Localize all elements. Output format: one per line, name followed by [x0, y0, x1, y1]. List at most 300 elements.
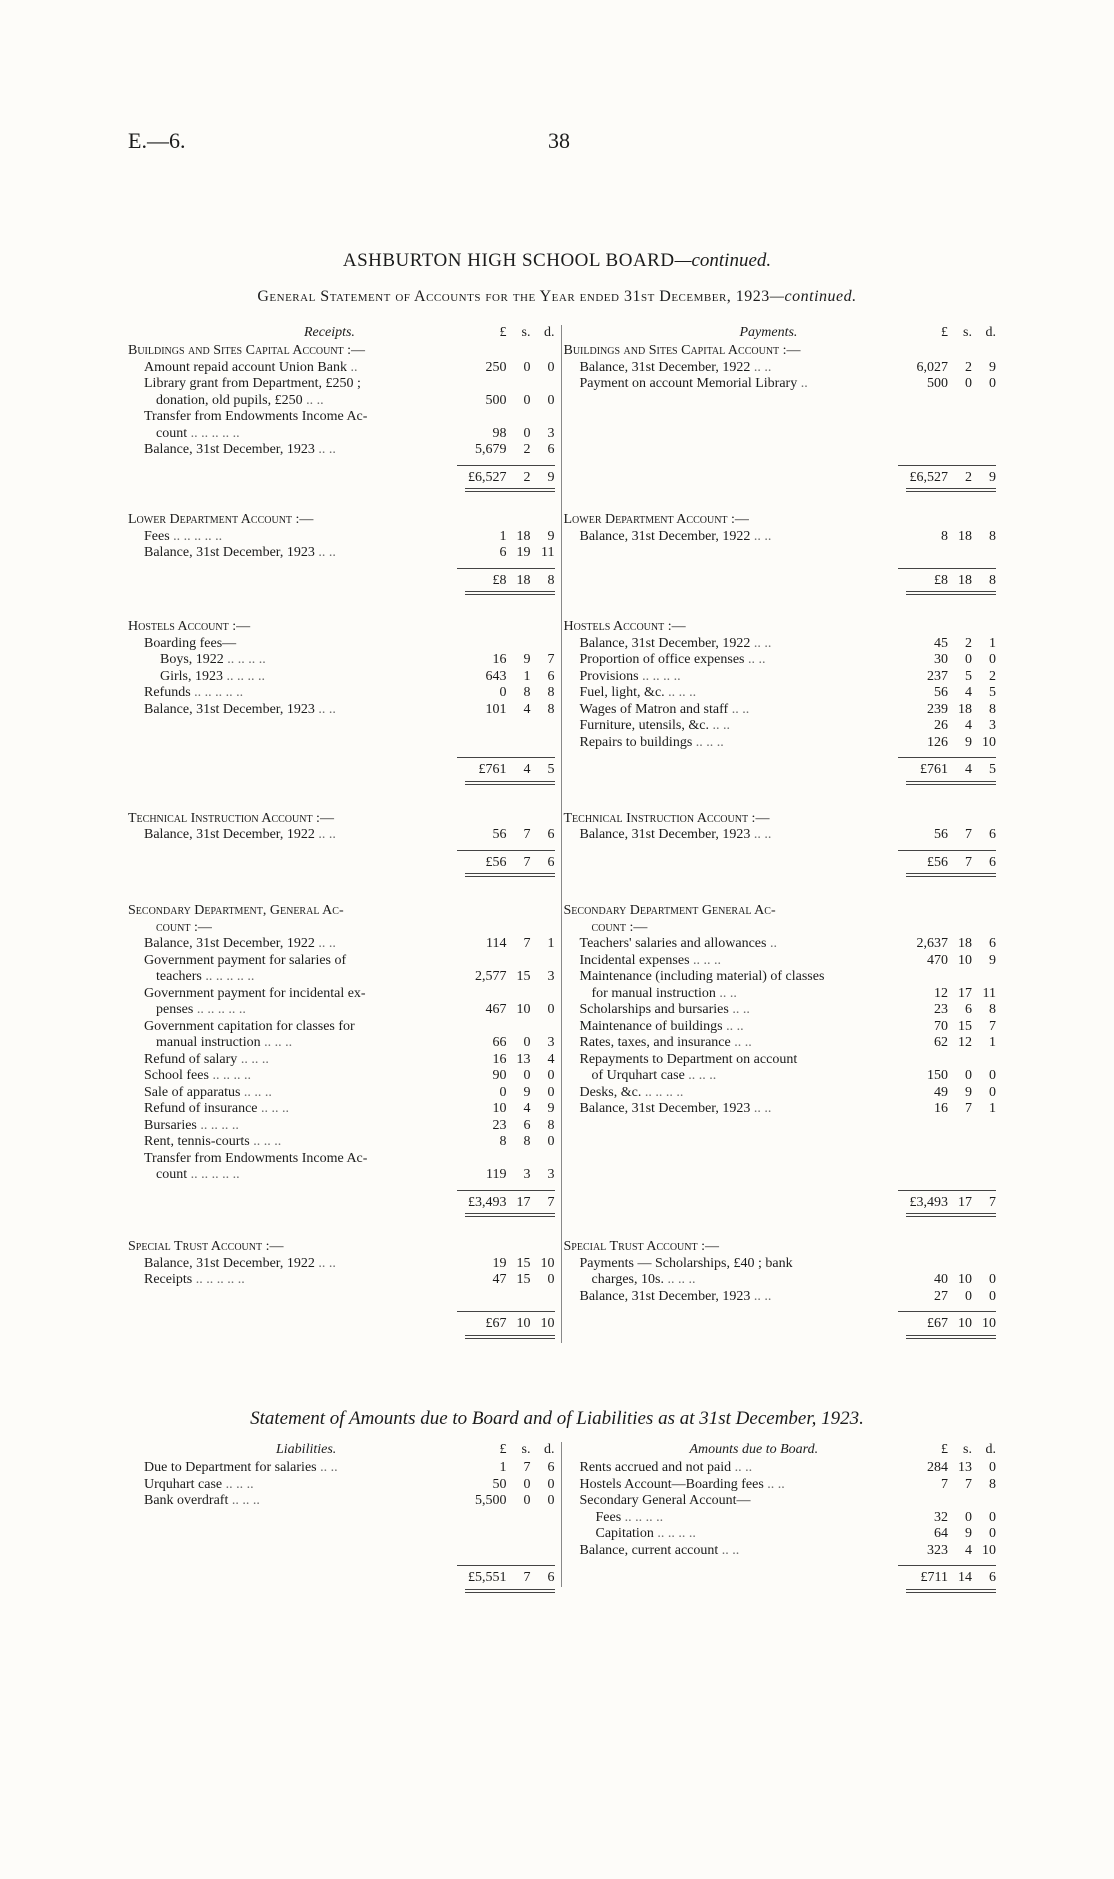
pounds: £761: [920, 762, 948, 777]
section-title: Technical Instruction Account :—: [563, 810, 770, 826]
receipts-column: [126, 1233, 562, 1343]
row-text: count: [156, 1167, 188, 1182]
pounds: 6,027: [916, 359, 948, 375]
row-text: manual instruction: [156, 1035, 261, 1050]
leader-dots: .. ..: [314, 936, 336, 951]
amount: [898, 1543, 996, 1560]
leader-dots: .. ..: [715, 985, 737, 1001]
row-description: [562, 1085, 899, 1102]
section-title: Lower Department Account :—: [563, 512, 749, 527]
shillings: 7: [965, 854, 972, 870]
leader-dots: .. ..: [730, 1035, 752, 1050]
row-text: Proportion of office expenses: [579, 652, 745, 667]
ledger-row: [126, 1002, 561, 1019]
row-text: Bank overdraft: [144, 1493, 229, 1508]
shillings: 17: [516, 1194, 531, 1210]
amount: [457, 1272, 555, 1289]
leader-dots: ..: [797, 376, 808, 391]
shillings: 7: [523, 854, 531, 870]
amount: [898, 1272, 996, 1289]
row-description: [562, 1460, 899, 1477]
pounds: 500: [927, 376, 948, 391]
ledger-row: [562, 702, 997, 719]
shillings: 2: [523, 442, 531, 457]
row-text: of Urquhart case: [591, 1068, 685, 1083]
total-row: [562, 1190, 997, 1212]
total-amount: [898, 465, 996, 487]
pence: 0: [547, 359, 555, 375]
pence: 10: [982, 1316, 996, 1331]
amount: [898, 936, 996, 953]
ledger-row: [126, 1256, 561, 1273]
pounds: 250: [485, 359, 507, 375]
row-description: [562, 1543, 899, 1560]
row-description: [562, 718, 899, 735]
row-description: [562, 936, 899, 953]
pound-head: £: [941, 1442, 948, 1457]
amount: [898, 1460, 996, 1477]
total-amount: [457, 757, 555, 779]
leader-dots: .. .. .. .. ..: [190, 685, 244, 700]
blank-row: [126, 1510, 561, 1527]
row-text: Balance, 31st December, 1923: [144, 701, 315, 717]
amount: [457, 936, 555, 953]
pence: 6: [989, 1570, 996, 1585]
row-text: Urquhart case: [144, 1476, 223, 1492]
pounds: 1: [499, 1460, 507, 1475]
row-description: [126, 669, 457, 686]
row-description: [126, 685, 457, 702]
shilling-head: s.: [963, 325, 972, 340]
row-description: [562, 529, 899, 546]
account-section: [126, 343, 996, 506]
page-number: 38: [548, 128, 570, 153]
blank-row: [126, 735, 561, 752]
receipts-column: [126, 506, 562, 613]
row-text: Fuel, light, &c.: [579, 685, 665, 700]
total-amount: [898, 850, 996, 872]
leader-dots: ..: [766, 936, 777, 951]
pence: 0: [989, 376, 996, 391]
shillings: 15: [958, 1018, 972, 1034]
pence-head: d.: [544, 325, 555, 340]
section-title: Secondary Department, General Ac-: [128, 903, 344, 918]
row-description: [562, 953, 899, 970]
pence: 1: [989, 1035, 996, 1050]
amount-total: [898, 855, 996, 872]
pence: 3: [989, 718, 996, 733]
payments-column: [562, 1233, 997, 1343]
ledger-row: [126, 376, 561, 393]
pounds: 239: [927, 701, 948, 717]
liabilities-heading: Liabilities.: [276, 1442, 337, 1457]
amount: [898, 685, 996, 702]
leader-dots: .. ..: [744, 652, 766, 667]
pounds: 16: [492, 1051, 507, 1067]
row-description: [562, 1477, 899, 1494]
row-description: [562, 652, 899, 669]
pound-head: £: [499, 1442, 507, 1457]
amount: [457, 1035, 555, 1052]
blank-row: [126, 1289, 561, 1306]
row-description: [126, 986, 457, 1003]
row-text: penses: [156, 1002, 194, 1017]
amount-total: [457, 1316, 555, 1333]
row-description: [126, 969, 457, 986]
pounds: 30: [934, 652, 948, 667]
total-amount: [898, 1311, 996, 1333]
ledger-row: [562, 953, 997, 970]
leader-dots: .. ..: [728, 701, 750, 717]
blank-row: [562, 1167, 997, 1184]
ledger-row: [562, 986, 997, 1003]
blank-row: [562, 442, 997, 459]
receipts-heading: Receipts.: [304, 325, 355, 340]
ledger-row: [562, 1019, 997, 1036]
row-text: Government payment for salaries of: [144, 952, 347, 968]
shillings: 10: [958, 952, 972, 968]
pounds: 5,500: [475, 1493, 507, 1508]
amount: [898, 1101, 996, 1118]
ledger-row: [562, 718, 997, 735]
pence: 10: [982, 734, 996, 750]
row-text: Refund of salary: [144, 1051, 238, 1067]
pence: 3: [547, 1035, 555, 1050]
ledger-row: [562, 1002, 997, 1019]
shillings: 7: [523, 827, 531, 842]
row-text: count :—: [156, 919, 212, 935]
account-section: [126, 613, 996, 805]
shillings: 2: [523, 469, 531, 485]
pounds: 10: [492, 1101, 507, 1116]
pounds: 56: [492, 827, 507, 842]
shillings: 18: [516, 528, 531, 544]
pounds: £6,527: [909, 469, 948, 485]
ledger-row: [126, 827, 561, 844]
row-description: [562, 1035, 899, 1052]
pounds: 0: [499, 685, 507, 700]
pounds: 284: [927, 1460, 948, 1475]
pence: 6: [989, 854, 996, 870]
leader-dots: .. .. ..: [664, 685, 697, 700]
row-text: Incidental expenses: [579, 952, 690, 968]
total-row: [562, 465, 997, 487]
amount: [898, 953, 996, 970]
pence: 6: [547, 442, 555, 457]
pence: 3: [547, 969, 555, 984]
amount: [457, 1134, 555, 1151]
amount: [457, 1101, 555, 1118]
row-description: [562, 1526, 899, 1543]
pounds: 56: [934, 827, 948, 842]
pence: 9: [989, 359, 996, 375]
row-description: [126, 1477, 457, 1494]
amount: [898, 1477, 996, 1494]
pence: 1: [547, 936, 555, 951]
pence: 8: [989, 1002, 996, 1017]
pence: 7: [547, 1194, 555, 1210]
amount-total: [457, 855, 555, 872]
shillings: 7: [965, 1476, 972, 1492]
total-amount: [457, 568, 555, 590]
row-text: Balance, 31st December, 1922: [579, 635, 751, 651]
ledger-row: [126, 1101, 561, 1118]
leader-dots: ..: [346, 359, 358, 375]
row-description: [126, 1002, 457, 1019]
amount: [457, 1118, 555, 1135]
row-text: Boarding fees—: [144, 635, 237, 651]
ledger-row: [126, 1460, 561, 1477]
row-text: Provisions: [579, 668, 639, 684]
page-header: [0, 128, 1114, 158]
pence: 0: [547, 392, 555, 408]
leader-dots: .. ..: [731, 1460, 753, 1475]
leader-dots: .. ..: [750, 635, 772, 651]
shillings: 7: [965, 827, 972, 842]
shillings: 18: [958, 701, 972, 717]
amounts-due-heading: Amounts due to Board.: [689, 1442, 819, 1457]
row-description: [562, 920, 899, 937]
pounds: £8: [492, 572, 507, 588]
ledger-row: [562, 376, 997, 393]
leader-dots: .. ..: [314, 545, 336, 560]
ledger-row: [126, 1118, 561, 1135]
liabilities-table: [126, 1442, 996, 1587]
shillings: 13: [958, 1460, 972, 1475]
leader-dots: .. .. .. .. ..: [193, 1002, 246, 1017]
leader-dots: .. .. .. ..: [208, 1068, 251, 1083]
shillings: 0: [523, 1493, 531, 1508]
total-amount: [457, 1190, 555, 1212]
shillings: 0: [965, 1509, 972, 1525]
shillings: 9: [965, 1526, 972, 1541]
shillings: 7: [523, 936, 531, 951]
amount: [457, 969, 555, 986]
amount-total: [457, 1195, 555, 1212]
row-description: [126, 1019, 457, 1036]
statement-section: [126, 1460, 996, 1587]
liabilities-column: [126, 1460, 562, 1587]
leader-dots: .. ..: [750, 528, 772, 544]
section-title: Special Trust Account :—: [128, 1239, 284, 1254]
ledger-row: [126, 1167, 561, 1184]
leader-dots: .. .. .. ..: [641, 1084, 684, 1100]
subtitle: [0, 288, 1114, 306]
pence: 6: [547, 827, 555, 842]
leader-dots: .. ..: [763, 1476, 785, 1492]
row-description: [126, 1052, 457, 1069]
ledger-row: [562, 529, 997, 546]
pence: 9: [547, 469, 555, 485]
blank-row: [562, 393, 997, 410]
ledger-row: [562, 1460, 997, 1477]
total-row: [126, 850, 561, 872]
amount: [457, 1002, 555, 1019]
pence: 0: [547, 1002, 555, 1017]
row-text: Government capitation for classes for: [144, 1018, 355, 1034]
total-row: [562, 757, 997, 779]
amount: [457, 1085, 555, 1102]
pence: 7: [547, 652, 555, 667]
amount-total: [898, 470, 996, 487]
leader-dots: .. ..: [314, 827, 336, 842]
pounds: 2,577: [475, 969, 507, 984]
leader-dots: .. ..: [722, 1018, 744, 1034]
row-description: [126, 920, 457, 937]
leader-dots: .. .. .. ..: [223, 652, 266, 667]
ledger-row: [126, 920, 561, 937]
amount: [457, 685, 555, 702]
ledger-row: [562, 1289, 997, 1306]
row-text: Secondary General Account—: [579, 1493, 751, 1508]
row-text: Amount repaid account Union Bank: [144, 359, 347, 375]
amount: [457, 702, 555, 719]
total-row: [562, 850, 997, 872]
total-amount: [457, 465, 555, 487]
leader-dots: .. ..: [750, 359, 772, 375]
row-description: [126, 1256, 457, 1273]
row-text: Hostels Account—Boarding fees: [579, 1476, 764, 1492]
pence: 8: [547, 685, 555, 700]
row-text: Balance, 31st December, 1922: [144, 827, 315, 842]
pence: 11: [541, 545, 555, 560]
pounds: 23: [492, 1117, 507, 1133]
leader-dots: .. .. .. ..: [196, 1117, 239, 1133]
leader-dots: .. .. ..: [689, 952, 722, 968]
receipts-column: [126, 897, 562, 1233]
row-description: [126, 1118, 457, 1135]
ledger-row: [126, 1134, 561, 1151]
total-row: [562, 1565, 997, 1587]
row-text: Sale of apparatus: [144, 1084, 241, 1100]
ledger-row: [562, 1068, 997, 1085]
row-text: Balance, 31st December, 1922: [579, 528, 751, 544]
row-text: Balance, 31st December, 1923: [579, 1101, 751, 1116]
ledger-row: [562, 1272, 997, 1289]
ledger-row: [126, 702, 561, 719]
row-text: Rent, tennis-courts: [144, 1134, 250, 1149]
pounds: £67: [485, 1316, 507, 1331]
amount: [457, 442, 555, 459]
row-description: [562, 702, 899, 719]
ledger-row: [562, 735, 997, 752]
amount: [457, 1460, 555, 1477]
ledger-row: [562, 1526, 997, 1543]
pounds: 47: [492, 1272, 507, 1287]
shillings: 4: [965, 685, 972, 700]
ledger-row: [126, 409, 561, 426]
pounds: £3,493: [468, 1194, 507, 1210]
row-description: [562, 827, 899, 844]
section-title: Buildings and Sites Capital Account :—: [563, 343, 801, 358]
shillings: 8: [523, 685, 531, 700]
shillings: 9: [965, 734, 972, 750]
ledger-row: [562, 936, 997, 953]
row-text: Balance, current account: [579, 1542, 719, 1558]
amount: [457, 1477, 555, 1494]
pound-head: £: [499, 325, 507, 340]
shillings: 18: [958, 936, 972, 951]
section-title: Secondary Department General Ac-: [563, 903, 776, 918]
pounds: £761: [478, 762, 507, 777]
shillings: 0: [523, 425, 531, 441]
leader-dots: .. .. .. ..: [653, 1526, 696, 1541]
shillings: 15: [516, 1255, 531, 1271]
pence: 0: [989, 1288, 996, 1304]
pence: 4: [547, 1051, 555, 1067]
shilling-head: s.: [521, 1442, 531, 1457]
ledger-row: [562, 1035, 997, 1052]
pence: 8: [989, 701, 996, 717]
row-text: Government payment for incidental ex-: [144, 985, 366, 1001]
row-text: Repayments to Department on account: [579, 1051, 798, 1067]
ledger-row: [562, 1477, 997, 1494]
total-amount: [898, 757, 996, 779]
ledger-row: [562, 652, 997, 669]
pounds: £5,551: [468, 1570, 507, 1585]
pence: 8: [547, 1117, 555, 1133]
row-description: [562, 636, 899, 653]
row-description: [562, 1272, 899, 1289]
pounds: 66: [492, 1035, 507, 1050]
pence: 6: [547, 1460, 555, 1475]
leader-dots: .. ..: [314, 701, 336, 717]
leader-dots: .. .. .. ..: [621, 1509, 664, 1525]
row-description: [126, 529, 457, 546]
pounds: 6: [499, 545, 507, 560]
shillings: 0: [523, 359, 531, 375]
pence: 0: [989, 1272, 996, 1287]
pence: 5: [989, 685, 996, 700]
pounds: £711: [920, 1570, 948, 1585]
amount: [457, 1052, 555, 1069]
amount: [457, 669, 555, 686]
amount-total: [457, 573, 555, 590]
amount: [457, 1493, 555, 1510]
shillings: 0: [523, 1068, 531, 1083]
leader-dots: .. .. .. ..: [638, 668, 681, 684]
row-text: Girls, 1923: [160, 668, 223, 684]
row-description: [562, 969, 899, 986]
pounds: £56: [927, 854, 948, 870]
leader-dots: .. .. .. .. ..: [192, 1272, 245, 1287]
shillings: 7: [965, 1101, 972, 1116]
pence-head: d.: [544, 1442, 555, 1457]
section-title: Buildings and Sites Capital Account :—: [128, 343, 366, 358]
pounds: 643: [485, 668, 507, 684]
section-title: Special Trust Account :—: [563, 1239, 719, 1254]
ledger-row: [562, 1085, 997, 1102]
shillings: 2: [965, 359, 972, 375]
pence: 6: [989, 936, 996, 951]
pence: 6: [547, 668, 555, 684]
shillings: 3: [523, 1167, 531, 1182]
amount-total: [898, 1570, 996, 1587]
pounds: 467: [485, 1002, 507, 1017]
total-amount: [457, 850, 555, 872]
total-amount: [457, 1565, 555, 1587]
row-description: [562, 685, 899, 702]
row-text: Balance, 31st December, 1923: [579, 827, 751, 842]
pounds: £3,493: [909, 1194, 948, 1210]
row-description: [126, 1134, 457, 1151]
ledger-row: [126, 636, 561, 653]
leader-dots: .. .. ..: [257, 1101, 290, 1116]
row-text: Balance, 31st December, 1923: [579, 1288, 751, 1304]
shillings: 9: [965, 1084, 972, 1100]
row-description: [562, 1052, 899, 1069]
row-description: [126, 545, 457, 562]
